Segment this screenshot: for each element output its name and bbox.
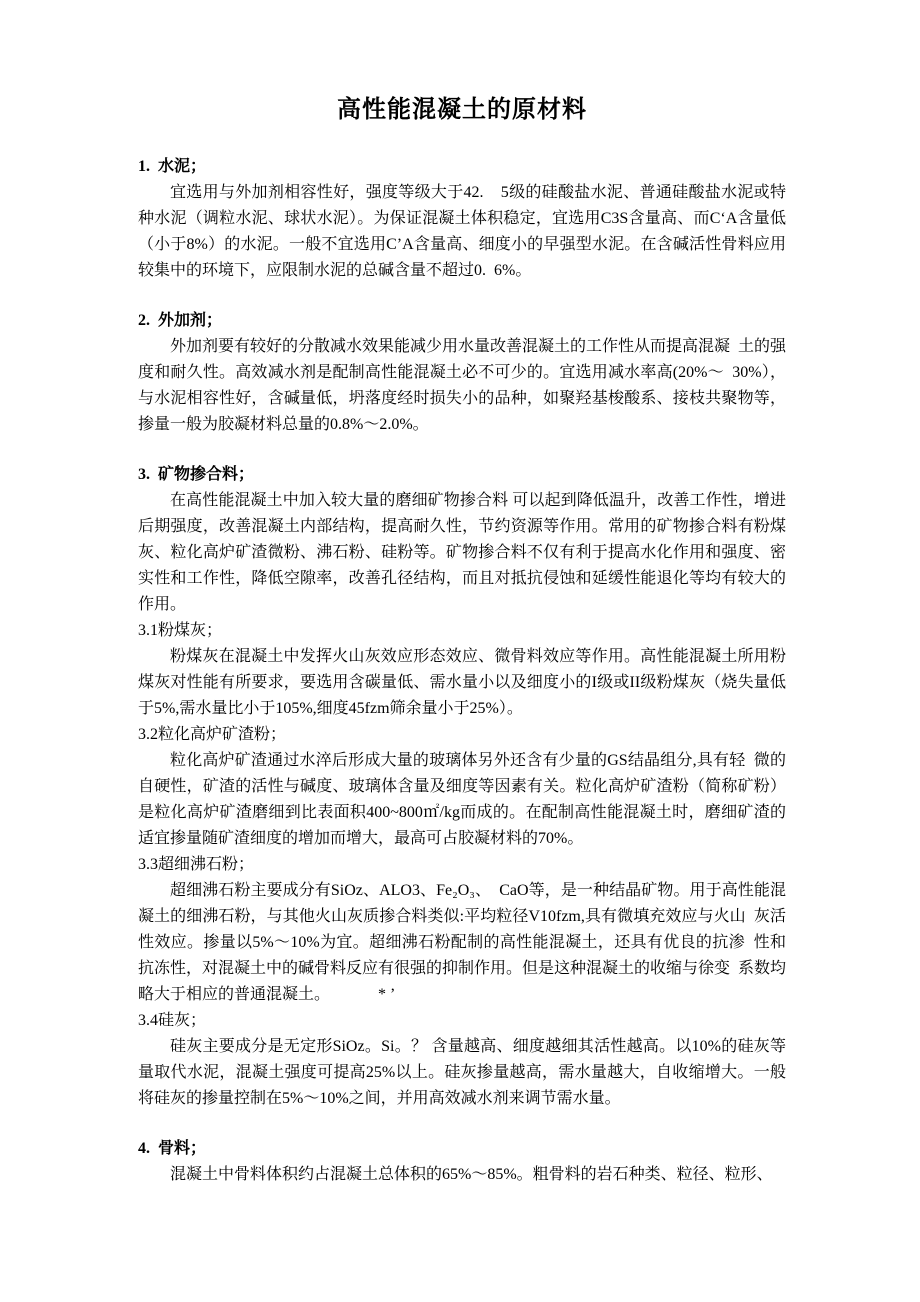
section-fly-ash <box>138 618 786 722</box>
section-cement-body: 宜选用与外加剂相容性好，强度等级大于42. 5级的硅酸盐水泥、普通硅酸盐水泥或特种水泥（调粒水泥、球状水泥）。为保证混凝土体积稳定，宜选用C3S含量高、而C‘A含量低（小于8%）的水泥。一般不宜选用C’A含量高、细度小的早强型水泥。在含碱活性骨料应用较集中的环境下，应限制水泥的总碱含量不超过0. 6%。 <box>138 184 786 279</box>
section-silica-fume-body: 硅灰主要成分是无定形SiOz。Si。？ 含量越高、细度越细其活性越高。以10%的硅灰等量取代水泥，混凝土强度可提高25%以上。硅灰掺量越高，需水量越大，自收缩增大。一般将硅灰的掺量控制在5%～10%之间，并用高效减水剂来调节需水量。 <box>138 1038 786 1107</box>
section-aggregate-heading: 4. 骨料； <box>138 1140 207 1157</box>
section-admixture <box>138 308 790 438</box>
section-mineral-admixture <box>138 462 786 618</box>
section-silica-fume <box>138 1008 786 1112</box>
section-fly-ash-heading: 3.1粉煤灰； <box>138 622 223 639</box>
section-aggregate-body: 混凝土中骨料体积约占混凝土总体积的65%～85%。粗骨料的岩石种类、粒径、粒形、 <box>170 1166 773 1183</box>
section-aggregate <box>138 1136 786 1188</box>
section-mineral-admixture-heading: 3. 矿物掺合料； <box>138 466 255 483</box>
section-cement <box>138 154 786 284</box>
section-slag-powder <box>138 722 786 852</box>
section-fly-ash-body: 粉煤灰在混凝土中发挥火山灰效应形态效应、微骨料效应等作用。高性能混凝土所用粉煤灰对性能有所要求，要选用含碳量低、需水量小以及细度小的I级或II级粉煤灰（烧失量低于5%,需水量比小于105%,细度45fzm筛余量小于25%）。 <box>138 648 786 717</box>
section-slag-powder-body: 粒化高炉矿渣通过水淬后形成大量的玻璃体另外还含有少量的GS结晶组分,具有轻 微的自硬性，矿渣的活性与碱度、玻璃体含量及细度等因素有关。粒化高炉矿渣粉（简称矿粉）是粒化高炉矿渣磨细到比表面积400~800㎡/kg而成的。在配制高性能混凝土时，磨细矿渣的适宜掺量随矿渣细度的增加而增大，最高可占胶凝材料的70%。 <box>138 752 786 847</box>
document-title: 高性能混凝土的原材料 <box>337 97 587 123</box>
section-zeolite-powder <box>138 852 786 1008</box>
section-zeolite-powder-heading: 3.3超细沸石粉； <box>138 856 255 873</box>
section-silica-fume-heading: 3.4硅灰； <box>138 1012 207 1029</box>
section-admixture-heading: 2. 外加剂； <box>138 312 223 329</box>
section-zeolite-powder-body: 超细沸石粉主要成分有SiOz、ALO3、Fe₂O₃、 CaO等，是一种结晶矿物。用于高性能混凝土的细沸石粉，与其他火山灰质掺合料类似:平均粒径V10fzm,具有微填充效应与火山 灰活性效应。掺量以5%～10%为宜。超细沸石粉配制的高性能混凝土，还具有优良的抗渗 性和抗冻性，对混凝土中的碱骨料反应有很强的抑制作用。但是这种混凝土的收缩与徐变 系数均略大于相应的普通混凝土。 * ’ <box>138 882 787 1003</box>
section-mineral-admixture-body: 在高性能混凝土中加入较大量的磨细矿物掺合料 可以起到降低温升，改善工作性，增进后期强度，改善混凝土内部结构，提高耐久性，节约资源等作用。常用的矿物掺合料有粉煤灰、粒化高炉矿渣微粉、沸石粉、硅粉等。矿物掺合料不仅有利于提高水化作用和强度、密实性和工作性，降低空隙率，改善孔径结构，而且对抵抗侵蚀和延缓性能退化等均有较大的作用。 <box>138 492 786 613</box>
section-cement-heading: 1. 水泥； <box>138 158 207 175</box>
section-slag-powder-heading: 3.2粒化高炉矿渣粉； <box>138 726 287 743</box>
section-admixture-body: 外加剂要有较好的分散减水效果能减少用水量改善混凝土的工作性从而提高混凝 土的强度和耐久性。高效减水剂是配制高性能混凝土必不可少的。宜选用减水率高(20%～ 30%）， 与水泥相容性好，含碱量低，坍落度经时损失小的品种，如聚羟基梭酸系、接枝共聚物等，掺量一般为胶凝材料总量的0.8%～2.0%。 <box>138 338 790 433</box>
